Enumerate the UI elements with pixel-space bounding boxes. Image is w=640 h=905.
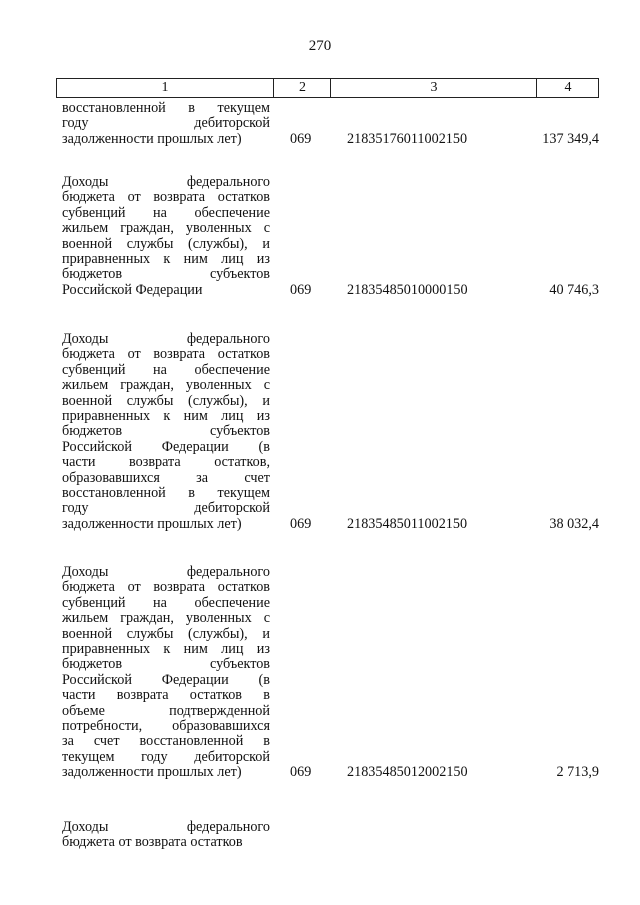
- description-line: жильем граждан, уволенных с: [62, 610, 270, 627]
- description-line: образовавшихся за счет: [62, 469, 270, 486]
- description-line: задолженности прошлых лет): [62, 515, 242, 532]
- description-line: части возврата остатков в: [62, 687, 270, 704]
- row-description: [62, 101, 270, 147]
- row-description: [62, 565, 270, 780]
- description-line: текущем году дебиторской: [62, 748, 270, 765]
- description-line: объеме подтвержденной: [62, 702, 270, 719]
- description-line: за счет восстановленной в: [62, 733, 270, 750]
- row-amount: 38 032,4: [549, 515, 599, 532]
- description-line: задолженности прошлых лет): [62, 764, 242, 781]
- description-line: военной службы (службы), и: [62, 235, 270, 252]
- description-line: Доходы федерального: [62, 331, 270, 347]
- description-line: жильем граждан, уволенных с: [62, 220, 270, 237]
- description-line: году дебиторской: [62, 115, 270, 132]
- header-col-4: 4: [536, 79, 599, 97]
- description-line: Российской Федерации (в: [62, 671, 270, 688]
- row-revenue-code: 21835485012002150: [347, 764, 468, 781]
- description-line: части возврата остатков,: [62, 454, 270, 471]
- description-line: задолженности прошлых лет): [62, 130, 242, 147]
- description-line: субвенций на обеспечение: [62, 594, 270, 611]
- row-admin-code: 069: [290, 130, 312, 147]
- row-admin-code: 069: [290, 764, 312, 781]
- description-line: военной службы (службы), и: [62, 392, 270, 409]
- description-line: бюджета от возврата остатков: [62, 579, 270, 596]
- description-line: Российской Федерации (в: [62, 438, 270, 455]
- row-description: [62, 820, 270, 851]
- revenue-table: [56, 78, 599, 851]
- description-line: потребности, образовавшихся: [62, 717, 270, 734]
- header-col-2: 2: [273, 79, 331, 97]
- description-line: бюджета от возврата остатков: [62, 346, 270, 363]
- description-line: Российской Федерации: [62, 281, 203, 298]
- description-line: Доходы федерального: [62, 174, 270, 190]
- description-line: бюджета от возврата остатков: [62, 189, 270, 206]
- description-line: восстановленной в текущем: [62, 484, 270, 501]
- description-line: бюджетов субъектов: [62, 423, 270, 440]
- description-line: субвенций на обеспечение: [62, 361, 270, 378]
- row-amount: 40 746,3: [549, 281, 599, 298]
- description-line: приравненных к ним лиц из: [62, 250, 270, 267]
- description-line: субвенций на обеспечение: [62, 204, 270, 221]
- row-revenue-code: 21835176011002150: [347, 130, 468, 147]
- row-amount: 137 349,4: [542, 130, 599, 147]
- row-amount: 2 713,9: [556, 764, 599, 781]
- header-col-1: 1: [161, 80, 169, 95]
- description-line: году дебиторской: [62, 500, 270, 517]
- description-line: приравненных к ним лиц из: [62, 640, 270, 657]
- description-line: бюджета от возврата остатков: [62, 834, 243, 851]
- description-line: жильем граждан, уволенных с: [62, 377, 270, 394]
- page-number: 270: [308, 38, 332, 54]
- description-line: Доходы федерального: [62, 819, 270, 835]
- row-description: [62, 175, 270, 298]
- description-line: бюджетов субъектов: [62, 656, 270, 673]
- header-col-3: 3: [330, 79, 537, 97]
- description-line: восстановленной в текущем: [62, 100, 270, 116]
- table-header-row: [56, 78, 599, 98]
- description-line: Доходы федерального: [62, 564, 270, 580]
- description-line: бюджетов субъектов: [62, 266, 270, 283]
- row-admin-code: 069: [290, 515, 312, 532]
- row-revenue-code: 21835485011002150: [347, 515, 468, 532]
- row-admin-code: 069: [290, 281, 312, 298]
- description-line: приравненных к ним лиц из: [62, 407, 270, 424]
- row-description: [62, 332, 270, 532]
- row-revenue-code: 21835485010000150: [347, 281, 468, 298]
- description-line: военной службы (службы), и: [62, 625, 270, 642]
